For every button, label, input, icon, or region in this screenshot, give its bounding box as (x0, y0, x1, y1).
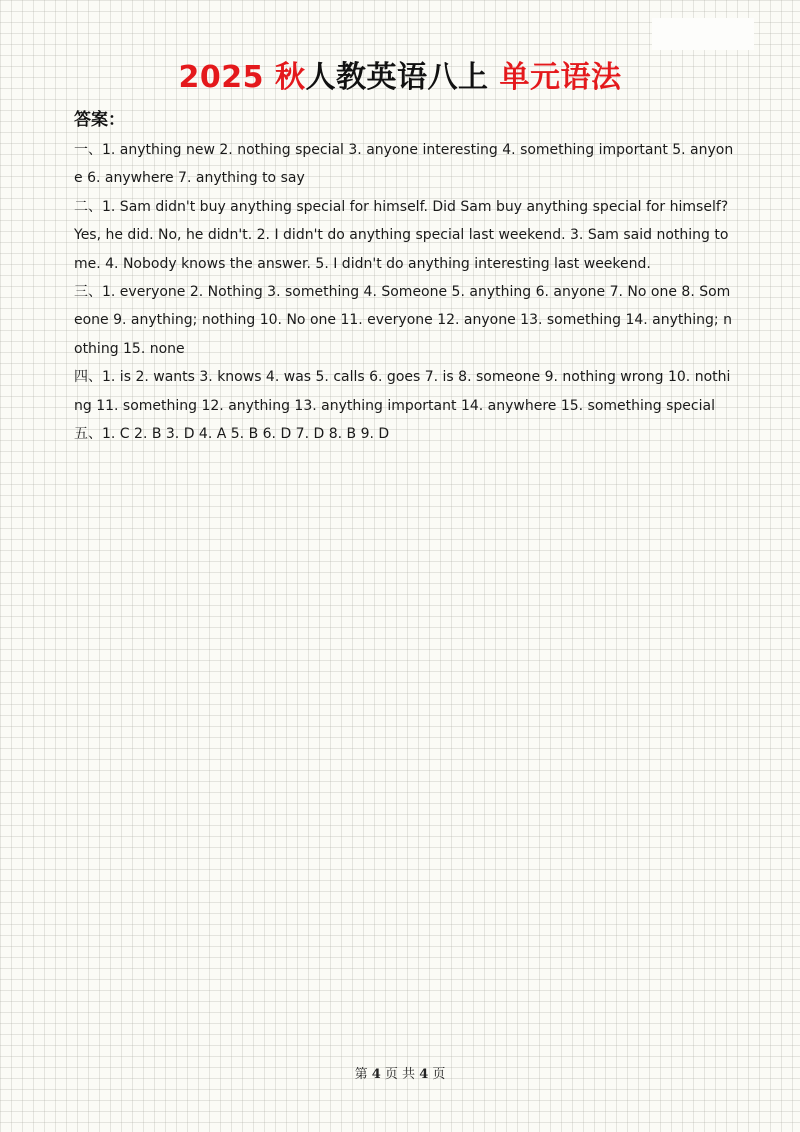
title-textbook: 人教英语八上 (305, 60, 500, 95)
answer-section-2: 二、1. Sam didn't buy anything special for himself. Did Sam buy anything special for himself? Yes, he did. No, he didn't. 2. I didn't do anything special last weekend. 3. Sam said nothing to me. 4. Nobody knows the answer. 5. I didn't do anything interesting last weekend. (74, 198, 729, 272)
title-year-season: 2025 秋 (178, 60, 306, 95)
answer-section-5: 五、1. C 2. B 3. D 4. A 5. B 6. D 7. D 8. B 9. D (74, 426, 390, 443)
page-title (0, 56, 800, 100)
answer-section-4: 四、1. is 2. wants 3. knows 4. was 5. calls 6. goes 7. is 8. someone 9. nothing wrong 10. nothing 11. something 12. anything 13. anything important 14. anywhere 15. something special (74, 369, 731, 414)
corner-blank-patch (652, 18, 754, 50)
footer-page-number: 4 (371, 1067, 381, 1082)
footer-total-pages: 4 (419, 1067, 429, 1082)
answer-section-1: 一、1. anything new 2. nothing special 3. anyone interesting 4. something important 5. anyone 6. anywhere 7. anything to say (74, 142, 734, 187)
answers-content (74, 136, 734, 448)
footer-middle: 页 共 (384, 1067, 416, 1082)
answer-section-3: 三、1. everyone 2. Nothing 3. something 4. Someone 5. anything 6. anyone 7. No one 8. Someone 9. anything; nothing 10. No one 11. everyone 12. anyone 13. something 14. anything; nothing 15. none (74, 284, 732, 357)
footer-suffix: 页 (432, 1067, 446, 1082)
page-footer (0, 1066, 800, 1084)
footer-prefix: 第 (354, 1067, 368, 1082)
answers-heading: 答案： (74, 110, 125, 130)
title-topic: 单元语法 (499, 60, 622, 95)
